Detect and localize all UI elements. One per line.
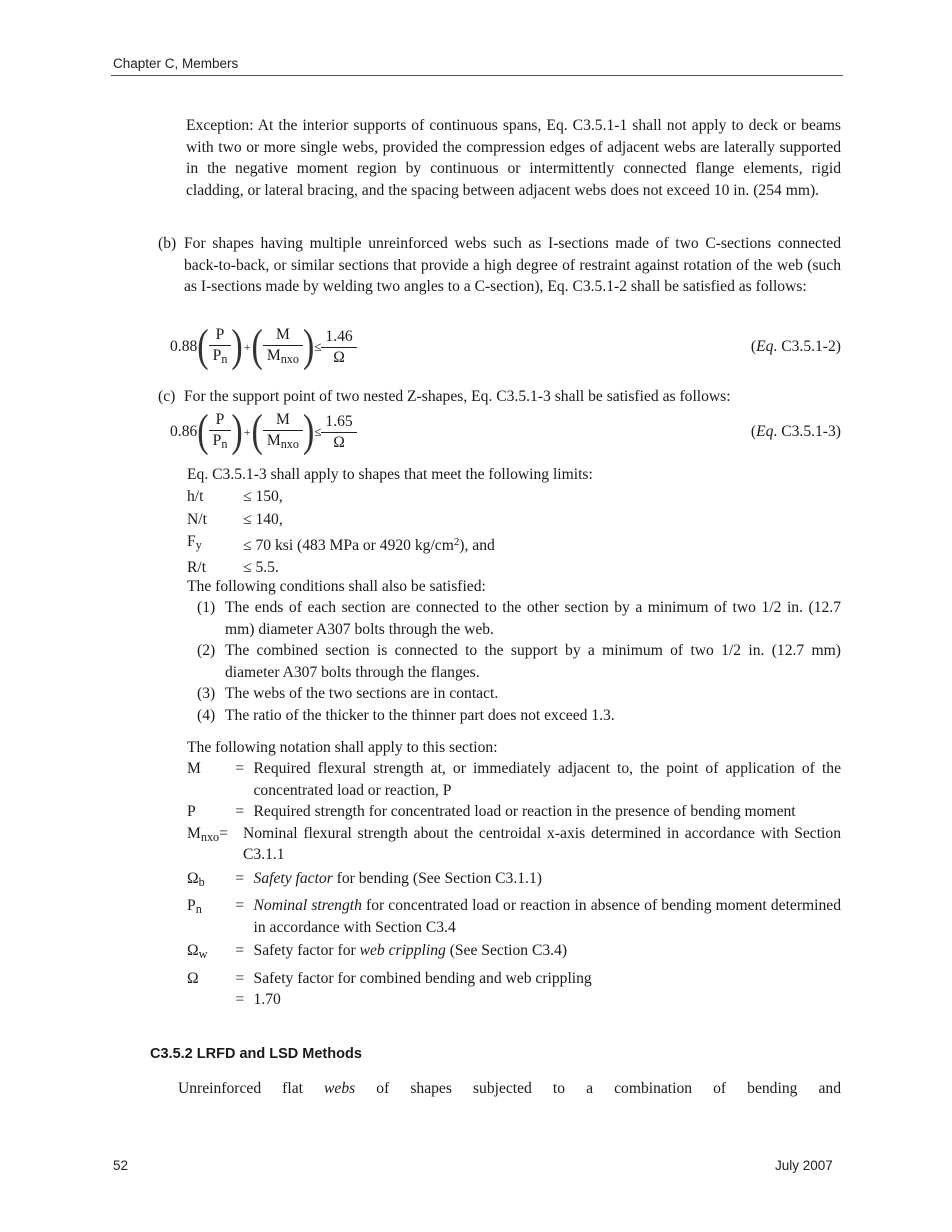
- notation-row: $P_n$ = Nominal strength for concentrated load or reaction in absence of bending moment determined in accordance with Section C3.4: [187, 897, 841, 936]
- condition-item: (3) The webs of the two sections are in contact.: [197, 685, 499, 702]
- limits-list: [187, 486, 841, 580]
- item-c-letter: (c): [158, 388, 176, 405]
- footer-date: July 2007: [775, 1158, 833, 1173]
- eq2-label: (Eq. C3.5.1-2): [750, 338, 841, 355]
- notation-row: M = Required flexural strength at, or immediately adjacent to, the point of application of the concentrated load or reaction, P: [187, 760, 841, 799]
- running-header: Chapter C, Members: [113, 56, 239, 71]
- notation-list: [187, 758, 841, 1011]
- item-b-letter: (b): [158, 235, 177, 252]
- limits-block: [187, 464, 841, 486]
- equation-c3-5-1-3: 0.86 ( $\frac{P}{P_n}$ ) + ( $\frac{M}{M_{nxo}}$ ) ≤ $\frac{1.65}{\Omega}$ (Eq. C3.5.1-3): [170, 406, 841, 457]
- equation-c3-5-1-2: 0.88 ( $\frac{P}{P_n}$ ) + ( $\frac{M}{M_{nxo}}$ ) ≤ $\frac{1.46}{\Omega}$ (Eq. C3.5.1-2): [170, 321, 841, 372]
- exception-paragraph: Exception: At the interior supports of continuous spans, Eq. C3.5.1-1 shall not apply to deck or beams with two or more single webs, provided the compression edges of adjacent webs are laterally supported in the negative moment region by continuous or intermittently connected flange elements, rigid cladding, or lateral bracing, and the spacing between adjacent webs does not exceed 10 in. (254 mm).: [186, 117, 841, 199]
- notation-row: $\Omega_w$ = Safety factor for web crippling (See Section C3.4): [187, 942, 568, 962]
- notation-row: Ω = Safety factor for combined bending and web crippling: [187, 969, 592, 987]
- eq3-rhs-fraction: $\frac{1.65}{\Omega}$: [321, 412, 356, 453]
- lrfd-paragraph: Unreinforced flat webs of shapes subjected to a combination of bending and: [178, 1080, 841, 1097]
- limit-row: h/t ≤ 150,: [187, 488, 283, 505]
- eq2-coefficient: 0.88: [170, 338, 198, 355]
- condition-item: (4) The ratio of the thicker to the thinner part does not exceed 1.3.: [197, 706, 615, 724]
- notation-intro: The following notation shall apply to this section:: [187, 739, 498, 756]
- header-rule: [111, 75, 843, 76]
- page-number: 52: [113, 1158, 129, 1173]
- eq2-m-fraction: $\frac{M}{M_{nxo}}$: [263, 325, 303, 369]
- item-b-text: For shapes having multiple unreinforced webs such as I-sections made of two C-sections connected back-to-back, or similar sections that provide a high degree of restraint against rotation of the web (such as I-sections made by welding two angles to a C-section), Eq. C3.5.1-2 shall be satisfied as follows:: [184, 235, 841, 295]
- eq3-coefficient: 0.86: [170, 423, 198, 440]
- conditions-list: [197, 597, 841, 726]
- limit-row: $F_y$ ≤ 70 ksi (483 MPa or 4920 $kg/cm^2$), and: [187, 533, 495, 554]
- limits-intro: Eq. C3.5.1-3 shall apply to shapes that meet the following limits:: [187, 466, 593, 483]
- section-heading: C3.5.2 LRFD and LSD Methods: [150, 1046, 362, 1062]
- eq2-p-fraction: $\frac{P}{P_n}$: [209, 325, 232, 369]
- eq2-rhs-fraction: $\frac{1.46}{\Omega}$: [321, 327, 356, 368]
- notation-row: = 1.70: [235, 991, 281, 1009]
- item-b: [158, 233, 841, 298]
- limit-row: N/t ≤ 140,: [187, 510, 283, 528]
- condition-item: (2) The combined section is connected to the support by a minimum of two 1/2 in. (12.7 mm) diameter A307 bolts through the flanges.: [197, 642, 841, 681]
- item-c-text: For the support point of two nested Z-shapes, Eq. C3.5.1-3 shall be satisfied as follows:: [184, 388, 731, 405]
- limit-row: R/t ≤ 5.5.: [187, 559, 279, 577]
- notation-row: $\Omega_b$ = Safety factor for bending (See Section C3.1.1): [187, 869, 542, 889]
- condition-item: (1) The ends of each section are connected to the other section by a minimum of two 1/2 in. (12.7 mm) diameter A307 bolts through the web.: [197, 599, 841, 638]
- eq3-p-fraction: $\frac{P}{P_n}$: [209, 410, 232, 454]
- eq3-m-fraction: $\frac{M}{M_{nxo}}$: [263, 410, 303, 454]
- notation-row: P = Required strength for concentrated load or reaction in the presence of bending moment: [187, 803, 796, 820]
- conditions-intro: The following conditions shall also be satisfied:: [187, 578, 486, 595]
- eq3-label: (Eq. C3.5.1-3): [750, 423, 841, 440]
- notation-row: $M_{nxo}=$ Nominal flexural strength about the centroidal x-axis determined in accordance with Section C3.1.1: [187, 824, 841, 863]
